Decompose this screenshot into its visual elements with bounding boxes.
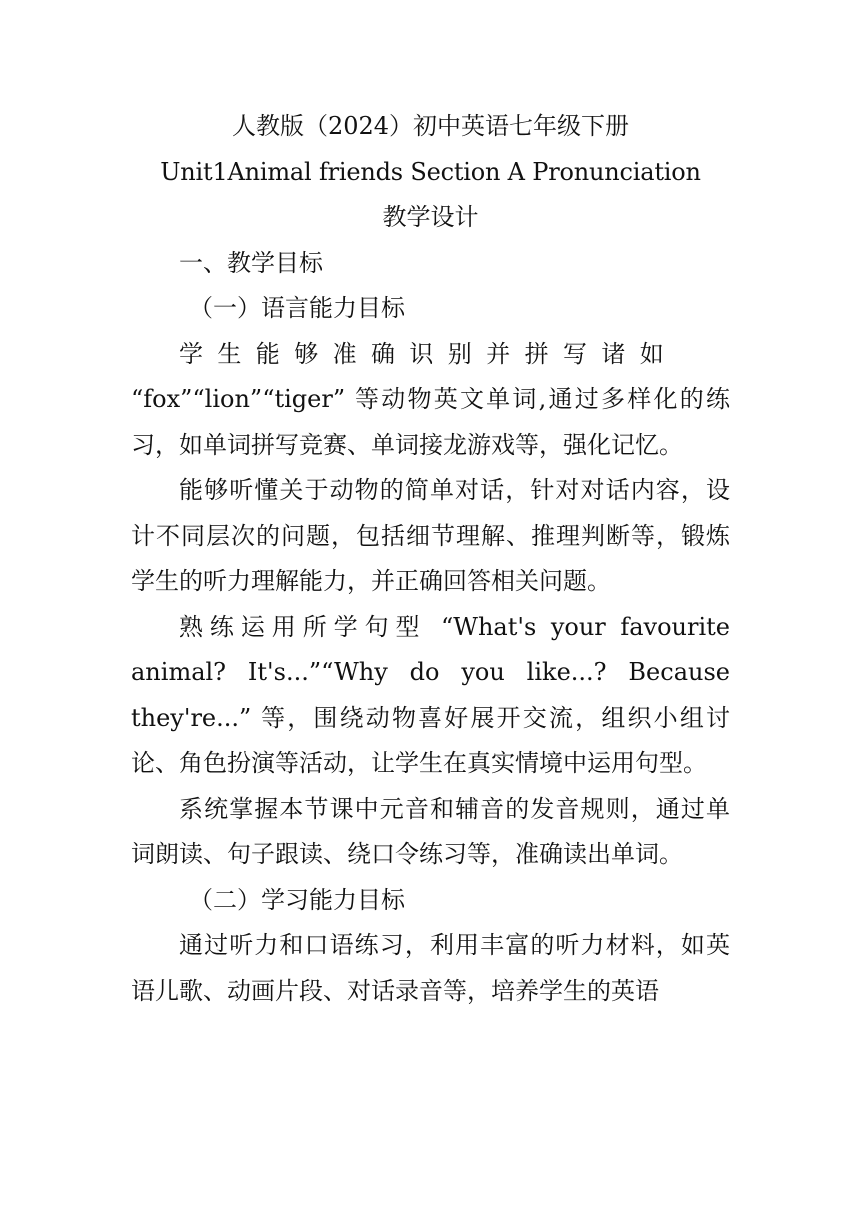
paragraph-sentence-patterns: 熟练运用所学句型 “What's your favourite animal? It's...”“Why do you like...? Because they're...” 等，围绕动物喜好展开交流，组织小组讨论、角色扮演等活动，让学生在真实情境中运用句型。 [131,612,730,777]
subsection-heading-learning-ability: （二）学习能力目标 [189,885,405,914]
paragraph-listening-speaking: 通过听力和口语练习，利用丰富的听力材料，如英语儿歌、动画片段、对话录音等，培养学生的英语 [131,931,730,1005]
paragraph-vocabulary-first-line: 学生能够准确识别并拼写诸如 [179,339,679,368]
paragraph-pronunciation: 系统掌握本节课中元音和辅音的发音规则，通过单词朗读、句子跟读、绕口令练习等，准确读出单词。 [131,794,730,868]
section-heading-teaching-goals: 一、教学目标 [179,248,323,277]
document-title: 人教版（2024）初中英语七年级下册 [231,112,630,140]
paragraph-vocabulary: “fox”“lion”“tiger” 等动物英文单词,通过多样化的练习，如单词拼写竞赛、单词接龙游戏等，强化记忆。 [131,385,730,459]
document-body [131,104,730,1014]
document-subtitle: Unit1Animal friends Section A Pronunciation [160,157,701,186]
paragraph-listening: 能够听懂关于动物的简单对话，针对对话内容，设计不同层次的问题，包括细节理解、推理判断等，锻炼学生的听力理解能力，并正确回答相关问题。 [131,476,730,595]
document-title-suffix: 教学设计 [382,203,479,231]
subsection-heading-language-ability: （一）语言能力目标 [189,294,405,322]
